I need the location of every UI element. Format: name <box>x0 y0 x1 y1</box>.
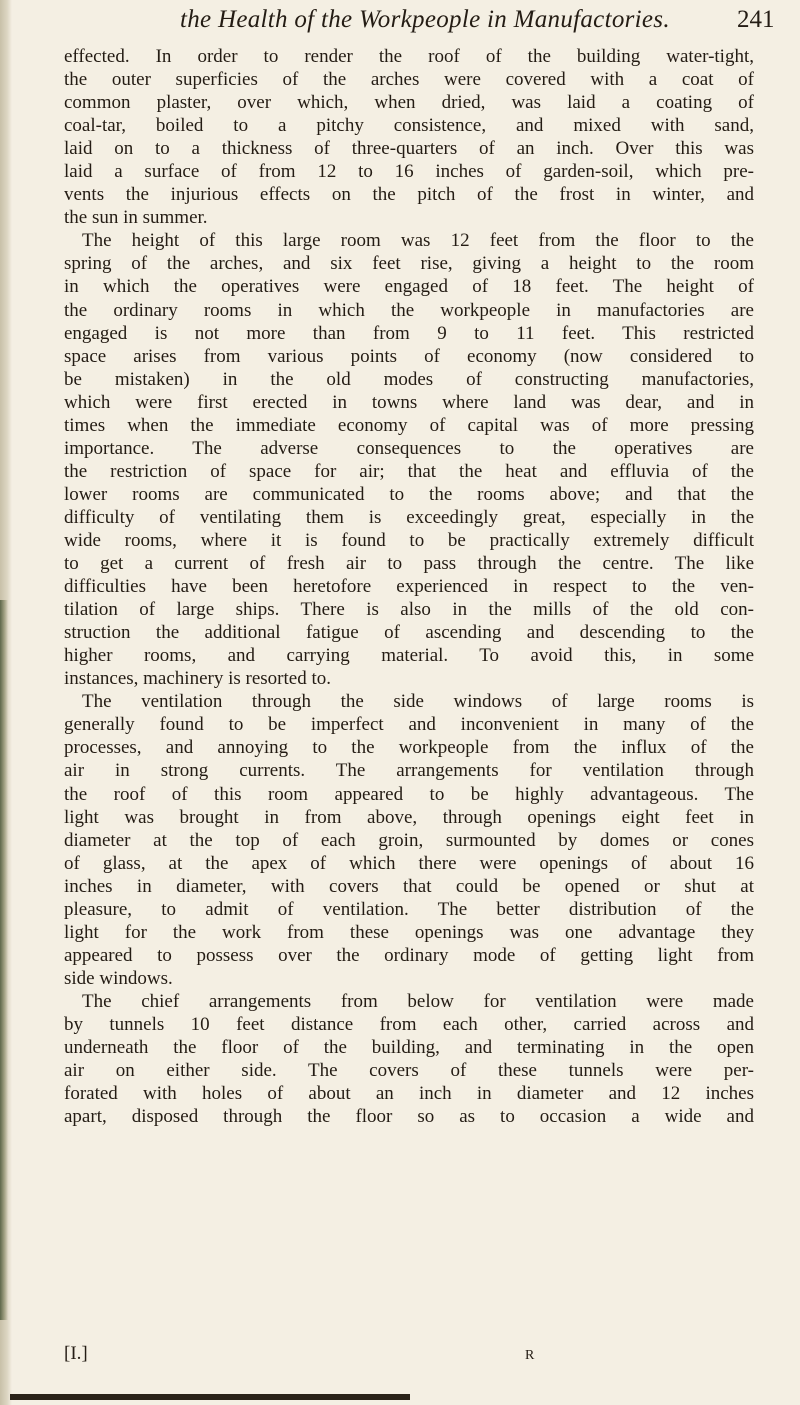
text-line: difficulty of ventilating them is exceedingly great, especially in the <box>64 506 754 528</box>
text-line: the ordinary rooms in which the workpeople in manufactories are <box>64 299 754 321</box>
body-text <box>64 45 754 1128</box>
text-line: importance. The adverse consequences to the operatives are <box>64 437 754 459</box>
signature-mark: [I.] <box>64 1343 88 1364</box>
text-line: tilation of large ships. There is also in the mills of the old con- <box>64 599 754 621</box>
text-line: be mistaken) in the old modes of constructing manufactories, <box>64 368 754 390</box>
text-line: the outer superficies of the arches were covered with a coat of <box>64 69 754 91</box>
text-line: air on either side. The covers of these tunnels were per- <box>64 1060 754 1082</box>
text-line: common plaster, over which, when dried, was laid a coating of <box>64 92 754 114</box>
text-line: instances, machinery is resorted to. <box>64 668 331 690</box>
text-line: laid on to a thickness of three-quarters of an inch. Over this was <box>64 138 754 160</box>
text-line: higher rooms, and carrying material. To avoid this, in some <box>64 645 754 667</box>
text-line: air in strong currents. The arrangements for ventilation through <box>64 760 754 782</box>
page-footer <box>64 1341 754 1371</box>
text-line: underneath the floor of the building, and terminating in the open <box>64 1037 754 1059</box>
text-line: pleasure, to admit of ventilation. The better distribution of the <box>64 898 754 920</box>
text-line: engaged is not more than from 9 to 11 feet. This restricted <box>64 322 754 344</box>
text-line: vents the injurious effects on the pitch of the frost in winter, and <box>64 184 754 206</box>
text-line: the sun in summer. <box>64 207 208 229</box>
text-line: The ventilation through the side windows of large rooms is <box>82 691 754 713</box>
text-line: processes, and annoying to the workpeople from the influx of the <box>64 737 754 759</box>
text-line: difficulties have been heretofore experienced in respect to the ven- <box>64 576 754 598</box>
sheet-mark: R <box>525 1348 535 1363</box>
page-number: 241 <box>737 6 775 33</box>
text-line: the roof of this room appeared to be highly advantageous. The <box>64 783 754 805</box>
text-line: space arises from various points of economy (now considered to <box>64 345 754 367</box>
text-line: which were first erected in towns where land was dear, and in <box>64 391 754 413</box>
page-header <box>0 0 800 40</box>
text-line: forated with holes of about an inch in diameter and 12 inches <box>64 1083 754 1105</box>
text-line: lower rooms are communicated to the rooms above; and that the <box>64 483 754 505</box>
text-line: to get a current of fresh air to pass through the centre. The like <box>64 553 754 575</box>
text-line: light was brought in from above, through openings eight feet in <box>64 806 754 828</box>
text-line: the restriction of space for air; that the heat and effluvia of the <box>64 460 754 482</box>
text-line: inches in diameter, with covers that could be opened or shut at <box>64 875 754 897</box>
text-line: The height of this large room was 12 feet from the floor to the <box>82 230 754 252</box>
text-line: The chief arrangements from below for ventilation were made <box>82 990 754 1012</box>
text-line: diameter at the top of each groin, surmounted by domes or cones <box>64 829 754 851</box>
text-line: apart, disposed through the floor so as to occasion a wide and <box>64 1106 754 1128</box>
page-edge-stain <box>0 600 8 1320</box>
text-line: by tunnels 10 feet distance from each other, carried across and <box>64 1013 754 1035</box>
text-line: side windows. <box>64 967 173 989</box>
text-line: spring of the arches, and six feet rise, giving a height to the room <box>64 253 754 275</box>
text-line: in which the operatives were engaged of 18 feet. The height of <box>64 276 754 298</box>
text-line: laid a surface of from 12 to 16 inches of garden-soil, which pre- <box>64 161 754 183</box>
text-line: wide rooms, where it is found to be practically extremely difficult <box>64 529 754 551</box>
text-line: effected. In order to render the roof of the building water-tight, <box>64 46 754 67</box>
running-head: the Health of the Workpeople in Manufactories. <box>180 6 670 33</box>
text-line: generally found to be imperfect and inconvenient in many of the <box>64 714 754 736</box>
text-line: of glass, at the apex of which there were openings of about 16 <box>64 852 754 874</box>
text-line: struction the additional fatigue of ascending and descending to the <box>64 622 754 644</box>
bottom-edge-rule <box>10 1394 410 1400</box>
text-line: light for the work from these openings was one advantage they <box>64 921 754 943</box>
text-line: times when the immediate economy of capital was of more pressing <box>64 414 754 436</box>
text-line: coal-tar, boiled to a pitchy consistence, and mixed with sand, <box>64 115 754 137</box>
text-line: appeared to possess over the ordinary mode of getting light from <box>64 944 754 966</box>
